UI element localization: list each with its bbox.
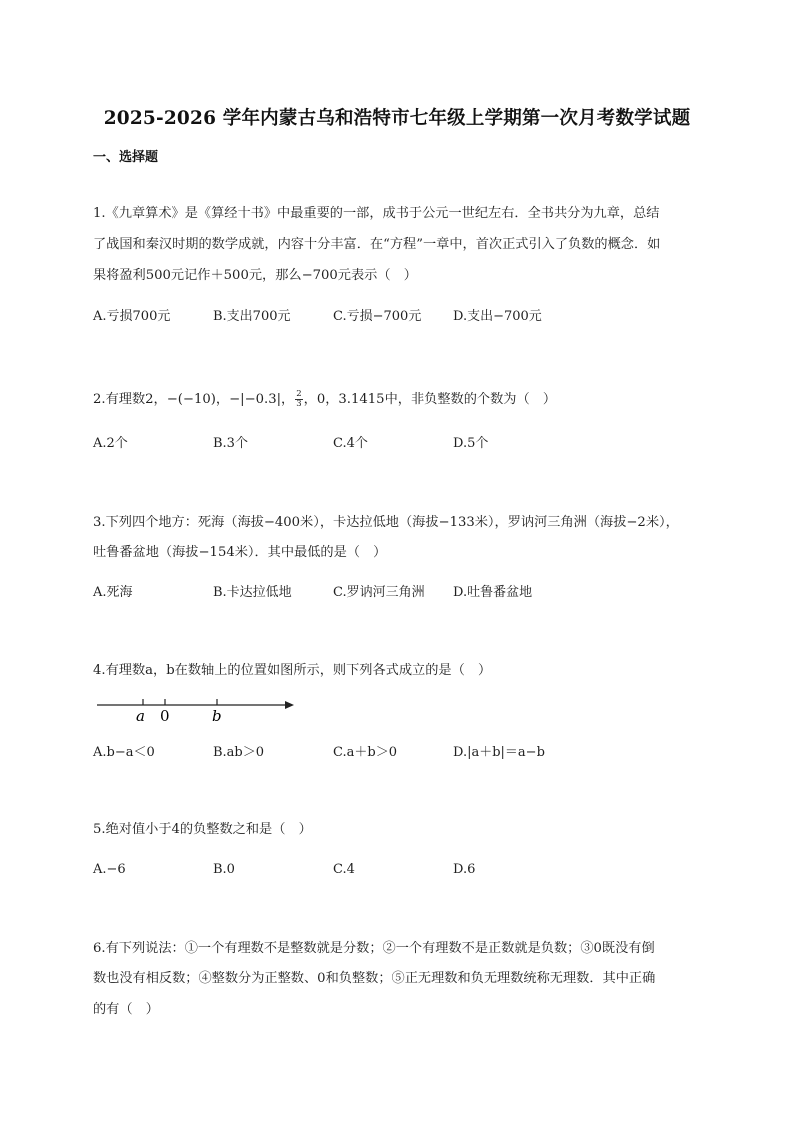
question-3-line-2: 吐鲁番盆地（海拔−154米）．其中最低的是（ ）	[93, 545, 387, 560]
question-6-line-1: 6.有下列说法：①一个有理数不是整数就是分数；②一个有理数不是正数就是负数；③0既没有倒	[93, 941, 655, 956]
question-6-line-3: 的有（ ）	[93, 1002, 159, 1017]
number-line-figure	[95, 690, 300, 728]
section-heading: 一、选择题	[93, 150, 159, 165]
question-3-line-1: 3.下列四个地方：死海（海拔−400米），卡达拉低地（海拔−133米），罗讷河三角洲（海拔−2米），	[93, 515, 679, 530]
question-3-option-c[interactable]: C.罗讷河三角洲	[333, 585, 425, 600]
question-4-stem: 4.有理数a，b在数轴上的位置如图所示，则下列各式成立的是（ ）	[93, 663, 492, 678]
question-4-option-d[interactable]: D.|a＋b|＝a−b	[453, 745, 545, 760]
question-1-option-b[interactable]: B.支出700元	[213, 309, 291, 324]
question-3-option-d[interactable]: D.吐鲁番盆地	[453, 585, 533, 600]
number-line-arrow	[285, 701, 294, 709]
question-5-option-b[interactable]: B.0	[213, 862, 235, 877]
question-1-option-c[interactable]: C.亏损−700元	[333, 309, 422, 324]
question-3-option-b[interactable]: B.卡达拉低地	[213, 585, 292, 600]
question-4-option-c[interactable]: C.a＋b＞0	[333, 745, 397, 760]
question-4-option-b[interactable]: B.ab＞0	[213, 745, 265, 760]
question-5-stem: 5.绝对值小于4的负整数之和是（ ）	[93, 822, 312, 837]
question-1-line-2: 了战国和秦汉时期的数学成就，内容十分丰富．在“方程”一章中，首次正式引入了负数的概念．如	[93, 237, 661, 252]
question-5-option-a[interactable]: A.−6	[93, 862, 126, 877]
fraction-two-thirds	[295, 390, 302, 409]
question-1-option-d[interactable]: D.支出−700元	[453, 309, 542, 324]
question-2-option-c[interactable]: C.4个	[333, 436, 368, 451]
question-2-stem-after: ，0，3.1415中，非负整数的个数为（ ）	[303, 392, 557, 407]
question-5-option-d[interactable]: D.6	[453, 862, 476, 877]
question-2-option-d[interactable]: D.5个	[453, 436, 489, 451]
question-3-option-a[interactable]: A.死海	[93, 585, 133, 600]
question-2-option-a[interactable]: A.2个	[93, 436, 128, 451]
label-a: a	[136, 707, 145, 725]
question-2-stem	[93, 385, 556, 415]
fraction-denominator: 3	[296, 399, 302, 409]
fraction-numerator: 2	[296, 389, 302, 399]
label-b: b	[212, 707, 222, 725]
page-title: 2025-2026 学年内蒙古乌和浩特市七年级上学期第一次月考数学试题	[103, 108, 691, 129]
question-4-option-a[interactable]: A.b−a＜0	[93, 745, 155, 760]
question-6-line-2: 数也没有相反数；④整数分为正整数、0和负整数；⑤正无理数和负无理数统称无理数．其中正确	[93, 971, 656, 986]
label-zero: 0	[160, 707, 170, 725]
question-1-line-3: 果将盈利500元记作＋500元，那么−700元表示（ ）	[93, 268, 417, 283]
question-5-option-c[interactable]: C.4	[333, 862, 355, 877]
question-1-option-a[interactable]: A.亏损700元	[93, 309, 171, 324]
question-2-option-b[interactable]: B.3个	[213, 436, 248, 451]
question-2-stem-before: 2.有理数2，−(−10)，−|−0.3|，	[93, 392, 295, 407]
question-1-line-1: 1.《九章算术》是《算经十书》中最重要的一部，成书于公元一世纪左右．全书共分为九章，总结	[93, 206, 660, 221]
